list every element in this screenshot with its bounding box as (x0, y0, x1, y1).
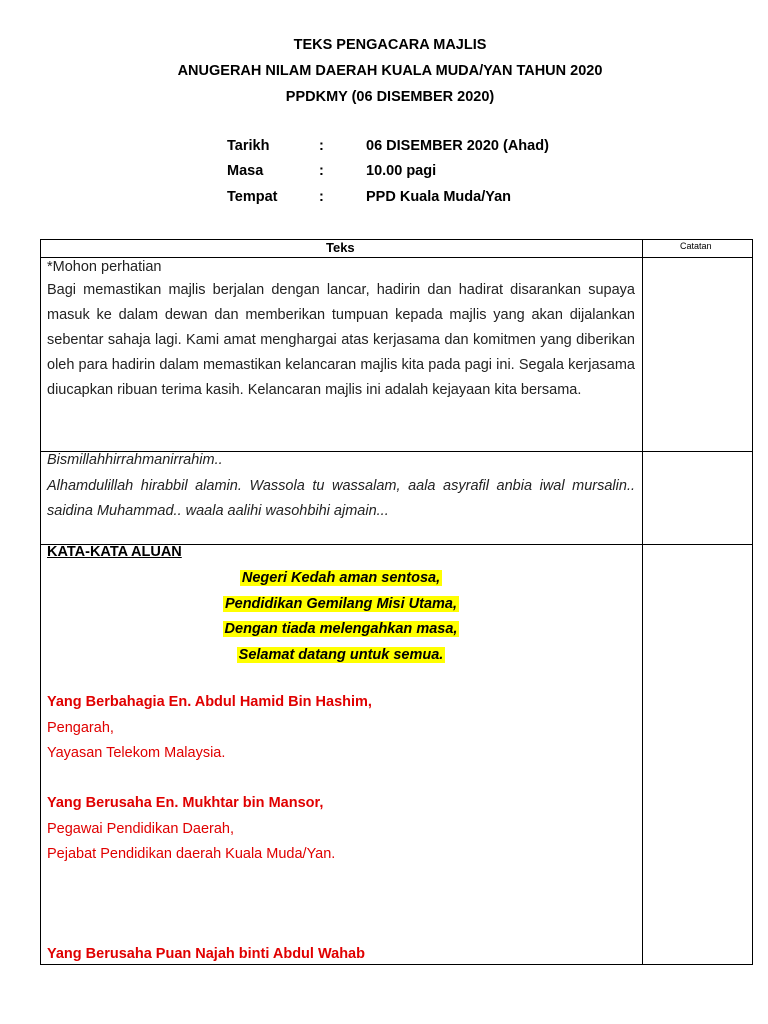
pantun-line: Negeri Kedah aman sentosa, (241, 570, 441, 586)
info-value: 06 DISEMBER 2020 (Ahad) (366, 138, 549, 154)
row-announcement (47, 258, 635, 403)
row-opening-prayer (47, 448, 635, 525)
guest-org: Pejabat Pendidikan daerah Kuala Muda/Yan. (47, 846, 336, 862)
section-heading: KATA-KATA ALUAN (47, 544, 182, 560)
announcement-paragraph: Bagi memastikan majlis berjalan dengan lancar, hadirin dan hadirat disarankan supaya masuk ke dalam dewan dan memberikan tumpuan kepada majlis yang akan dijalankan sebentar sahaja lagi. Kami amat menghargai atas kerjasama dan komitmen yang diberikan oleh para hadirin dalam memastikan kelancaran majlis kita pada pagi ini. Segala kerjasama diucapkan ribuan terima kasih. Kelancaran majlis ini adalah kejayaan kita bersama. (47, 282, 635, 398)
guest-name: Yang Berusaha En. Mukhtar bin Mansor, (47, 795, 324, 811)
info-label: Masa (227, 163, 264, 179)
pantun-line: Pendidikan Gemilang Misi Utama, (224, 595, 458, 612)
table-border (40, 239, 41, 965)
info-label: Tarikh (227, 138, 270, 154)
column-header-teks: Teks (326, 240, 355, 255)
guest-salutation-3 (47, 942, 365, 968)
guest-salutation-1 (47, 690, 372, 767)
table-border (752, 239, 753, 965)
guest-title: Pegawai Pendidikan Daerah, (47, 820, 235, 837)
doa-line: Alhamdulillah hirabbil alamin. Wassola tu wassalam, aala asyrafil anbia iwal mursalin.. saidina Muhammad.. waala aalihi wasohbihi ajmain... (47, 477, 635, 519)
event-title: ANUGERAH NILAM DAERAH KUALA MUDA/YAN TAHUN 2020 (177, 63, 603, 79)
guest-name: Yang Berbahagia En. Abdul Hamid Bin Hashim, (47, 694, 372, 710)
info-value: 10.00 pagi (366, 163, 437, 179)
event-subtitle: PPDKMY (06 DISEMBER 2020) (285, 89, 495, 105)
pantun-line: Dengan tiada melengahkan masa, (224, 621, 458, 637)
pantun-line: Selamat datang untuk semua. (238, 646, 444, 663)
guest-salutation-2 (47, 791, 335, 868)
bismillah-line: Bismillahhirrahmanirrahim.. (47, 452, 223, 468)
document-title: TEKS PENGACARA MAJLIS (293, 37, 487, 53)
script-table (40, 239, 753, 965)
table-border (642, 239, 643, 965)
guest-org: Yayasan Telekom Malaysia. (47, 745, 226, 761)
guest-name: Yang Berusaha Puan Najah binti Abdul Wahab (47, 946, 365, 962)
info-separator: : (319, 163, 324, 179)
guest-title: Pengarah, (47, 719, 114, 736)
info-value: PPD Kuala Muda/Yan (366, 189, 512, 205)
pantun-verse (47, 565, 635, 667)
attention-note: *Mohon perhatian (47, 259, 162, 275)
table-border (40, 239, 753, 240)
column-header-catatan: Catatan (680, 241, 712, 251)
info-separator: : (319, 138, 324, 154)
info-separator: : (319, 189, 324, 205)
info-label: Tempat (227, 189, 278, 205)
